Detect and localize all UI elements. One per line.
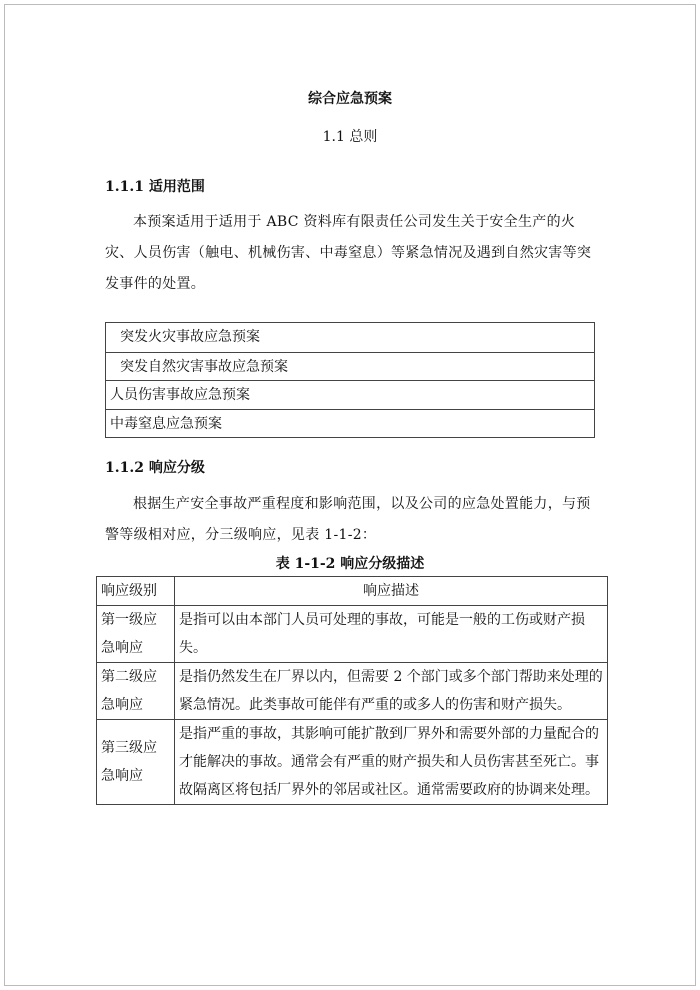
description-cell: 是指可以由本部门人员可处理的事故，可能是一般的工伤或财产损失。 xyxy=(175,606,608,663)
table-row xyxy=(97,720,608,805)
level-cell: 第一级应急响应 xyxy=(97,606,175,663)
plan-list xyxy=(105,322,595,438)
table-header-row xyxy=(97,577,608,606)
list-item: 突发自然灾害事故应急预案 xyxy=(106,352,594,381)
subsection-heading-levels: 1.1.2 响应分级 xyxy=(105,460,205,476)
description-cell: 是指严重的事故，其影响可能扩散到厂界外和需要外部的力量配合的才能解决的事故。通常会有严重的财产损失和人员伤害甚至死亡。事故隔离区将包括厂界外的邻居或社区。通常需要政府的协调来处理。 xyxy=(175,720,608,805)
scope-paragraph: 本预案适用于适用于 ABC 资料库有限责任公司发生关于安全生产的火灾、人员伤害（触电、机械伤害、中毒窒息）等紧急情况及遇到自然灾害等突发事件的处置。 xyxy=(105,214,592,292)
list-item: 中毒窒息应急预案 xyxy=(106,409,594,438)
header-level: 响应级别 xyxy=(97,577,175,606)
subsection-heading-scope: 1.1.1 适用范围 xyxy=(105,179,205,195)
table-caption: 表 1-1-2 响应分级描述 xyxy=(275,556,425,572)
section-heading: 1.1 总则 xyxy=(322,129,378,145)
level-cell: 第三级应急响应 xyxy=(97,720,175,805)
description-cell: 是指仍然发生在厂界以内，但需要 2 个部门或多个部门帮助来处理的紧急情况。此类事故可能伴有严重的或多人的伤害和财产损失。 xyxy=(175,663,608,720)
level-cell: 第二级应急响应 xyxy=(97,663,175,720)
response-level-table xyxy=(96,576,608,805)
list-item: 突发火灾事故应急预案 xyxy=(120,329,260,345)
table-row xyxy=(97,606,608,663)
levels-paragraph: 根据生产安全事故严重程度和影响范围，以及公司的应急处置能力，与预警等级相对应，分三级响应，见表 1-1-2： xyxy=(105,496,591,543)
list-item: 人员伤害事故应急预案 xyxy=(106,380,594,409)
document-title: 综合应急预案 xyxy=(308,91,392,107)
header-description: 响应描述 xyxy=(175,577,608,606)
table-row xyxy=(97,663,608,720)
